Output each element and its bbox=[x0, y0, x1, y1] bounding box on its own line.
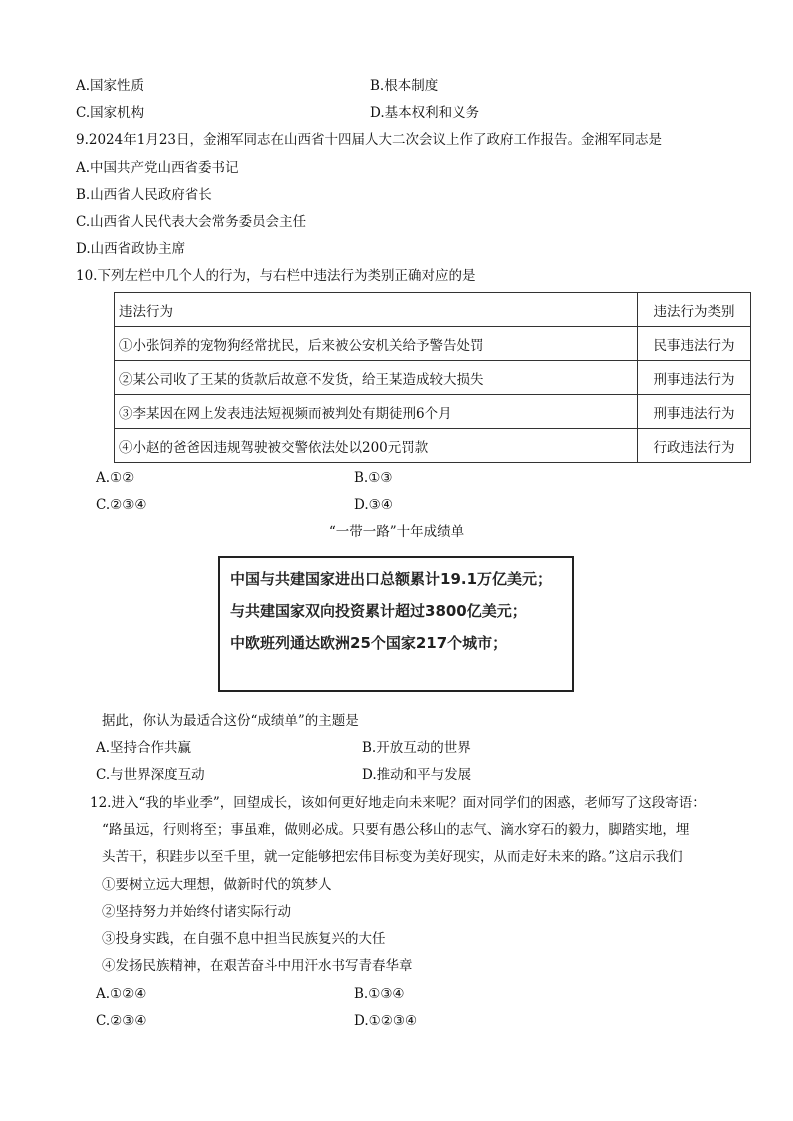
q8-option-c: C.国家机构 bbox=[76, 105, 145, 121]
table-row bbox=[115, 395, 751, 429]
table-header-cell: 违法行为 bbox=[115, 293, 638, 327]
table-cell: 行政违法行为 bbox=[638, 429, 751, 463]
q11-option-c: C.与世界深度互动 bbox=[96, 767, 205, 783]
q10-option-a: A.①② bbox=[96, 470, 135, 486]
q11-option-b: B.开放互动的世界 bbox=[362, 740, 471, 756]
achievement-box bbox=[218, 556, 574, 692]
table-row bbox=[115, 429, 751, 463]
q10-option-d: D.③④ bbox=[354, 497, 393, 513]
table-row bbox=[115, 327, 751, 361]
q12-option-a: A.①②④ bbox=[96, 986, 147, 1002]
box-line: 中国与共建国家进出口总额累计19.1万亿美元； bbox=[230, 570, 553, 588]
table-cell: ①小张饲养的宠物狗经常扰民，后来被公安机关给予警告处罚 bbox=[115, 327, 638, 361]
q10-option-c: C.②③④ bbox=[96, 497, 147, 513]
table-cell: ②某公司收了王某的货款后故意不发货，给王某造成较大损失 bbox=[115, 361, 638, 395]
q8-option-b: B.根本制度 bbox=[370, 78, 439, 94]
q9-option-c: C.山西省人民代表大会常务委员会主任 bbox=[76, 214, 307, 230]
box-line: 中欧班列通达欧洲25个国家217个城市； bbox=[230, 634, 508, 652]
q8-option-d: D.基本权利和义务 bbox=[370, 105, 480, 121]
q12-quote-line: “路虽远，行则将至；事虽难，做则必成。只要有愚公移山的志气、滴水穿石的毅力，脚踏实地，埋 bbox=[102, 822, 690, 838]
q9-option-d: D.山西省政协主席 bbox=[76, 241, 186, 257]
table-header-cell: 违法行为类别 bbox=[638, 293, 751, 327]
table-row bbox=[115, 361, 751, 395]
table-cell: ④小赵的爸爸因违规驾驶被交警依法处以200元罚款 bbox=[115, 429, 638, 463]
law-table bbox=[114, 292, 751, 463]
box-line: 与共建国家双向投资累计超过3800亿美元； bbox=[230, 602, 527, 620]
q10-stem: 10.下列左栏中几个人的行为，与右栏中违法行为类别正确对应的是 bbox=[76, 268, 476, 284]
q11-option-a: A.坚持合作共赢 bbox=[96, 740, 192, 756]
table-header-row bbox=[115, 293, 751, 327]
q12-item: ②坚持努力并始终付诸实际行动 bbox=[102, 904, 291, 920]
q12-item: ①要树立远大理想，做新时代的筑梦人 bbox=[102, 877, 332, 893]
q11-option-d: D.推动和平与发展 bbox=[362, 767, 472, 783]
table-cell: 刑事违法行为 bbox=[638, 361, 751, 395]
q9-option-b: B.山西省人民政府省长 bbox=[76, 187, 212, 203]
q10-option-b: B.①③ bbox=[354, 470, 393, 486]
table-cell: ③李某因在网上发表违法短视频而被判处有期徒刑6个月 bbox=[115, 395, 638, 429]
q8-option-a: A.国家性质 bbox=[76, 78, 145, 94]
table-cell: 刑事违法行为 bbox=[638, 395, 751, 429]
q9-option-a: A.中国共产党山西省委书记 bbox=[76, 160, 239, 176]
q11-stem: 据此，你认为最适合这份“成绩单”的主题是 bbox=[102, 713, 359, 729]
q9-stem: 9.2024年1月23日，金湘军同志在山西省十四届人大二次会议上作了政府工作报告。金湘军同志是 bbox=[76, 132, 663, 148]
q12-stem: 12.进入“我的毕业季”，回望成长，该如何更好地走向未来呢？面对同学们的困惑，老师写了这段寄语： bbox=[90, 795, 706, 811]
table-cell: 民事违法行为 bbox=[638, 327, 751, 361]
q12-option-c: C.②③④ bbox=[96, 1013, 147, 1029]
figure-caption: “一带一路”十年成绩单 bbox=[328, 524, 465, 540]
q12-quote-line: 头苦干，积跬步以至千里，就一定能够把宏伟目标变为美好现实，从而走好未来的路。”这启示我们 bbox=[102, 849, 683, 865]
q12-item: ④发扬民族精神，在艰苦奋斗中用汗水书写青春华章 bbox=[102, 958, 413, 974]
q12-item: ③投身实践，在自强不息中担当民族复兴的大任 bbox=[102, 931, 386, 947]
q12-option-b: B.①③④ bbox=[354, 986, 405, 1002]
q12-option-d: D.①②③④ bbox=[354, 1013, 418, 1029]
